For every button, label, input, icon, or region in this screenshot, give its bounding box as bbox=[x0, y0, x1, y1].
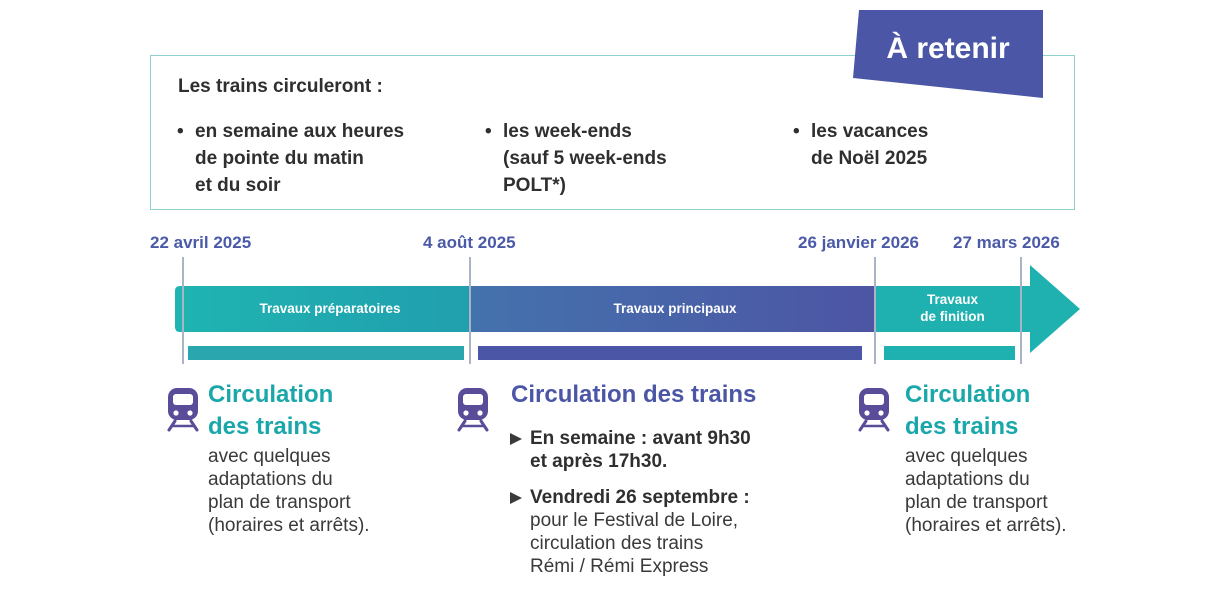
circulation-middle-item-2 bbox=[530, 486, 750, 578]
bullet-line: les vacances bbox=[811, 121, 929, 142]
arrow-bullet-icon bbox=[510, 492, 522, 504]
item-line: pour le Festival de Loire, bbox=[530, 510, 739, 531]
train-icon bbox=[166, 386, 200, 432]
bullet-line: de pointe du matin bbox=[195, 148, 364, 169]
bullet-line: et du soir bbox=[195, 175, 281, 196]
title-line: Circulation bbox=[208, 381, 334, 408]
bullet-dot: • bbox=[793, 121, 800, 142]
body-line: avec quelques bbox=[905, 446, 1028, 467]
bullet-line: POLT*) bbox=[503, 175, 566, 196]
body-line: avec quelques bbox=[208, 446, 331, 467]
body-line: (horaires et arrêts). bbox=[905, 515, 1067, 536]
item-line: En semaine : avant 9h30 bbox=[530, 428, 751, 449]
date-main-start: 4 août 2025 bbox=[423, 233, 516, 252]
body-line: (horaires et arrêts). bbox=[208, 515, 370, 536]
date-end: 27 mars 2026 bbox=[953, 233, 1060, 252]
bar-prep bbox=[188, 346, 464, 360]
train-icon bbox=[857, 386, 891, 432]
train-icon bbox=[456, 386, 490, 432]
phase-label-finition bbox=[880, 291, 1025, 325]
bar-main bbox=[478, 346, 862, 360]
body-line: plan de transport bbox=[905, 492, 1048, 513]
phase-label-line: Travaux bbox=[926, 292, 979, 307]
arrow-bullet-icon bbox=[510, 433, 522, 445]
phase-label-line: de finition bbox=[920, 309, 985, 324]
item-line: et après 17h30. bbox=[530, 451, 668, 472]
bullet-line: (sauf 5 week-ends bbox=[503, 148, 667, 169]
date-start: 22 avril 2025 bbox=[150, 233, 252, 252]
bullet-line: les week-ends bbox=[503, 121, 632, 142]
title-line: Circulation bbox=[905, 381, 1031, 408]
bullet-dot: • bbox=[177, 121, 184, 142]
body-line: plan de transport bbox=[208, 492, 351, 513]
date-finition-start: 26 janvier 2026 bbox=[798, 233, 919, 252]
item-line: circulation des trains bbox=[530, 533, 704, 554]
bullet-dot: • bbox=[485, 121, 492, 142]
circulation-middle-item-1 bbox=[530, 427, 751, 473]
body-line: adaptations du bbox=[208, 469, 333, 490]
phase-label-prep bbox=[190, 300, 470, 317]
phase-label-line: Travaux préparatoires bbox=[259, 301, 401, 316]
body-line: adaptations du bbox=[905, 469, 1030, 490]
item-heading: Vendredi 26 septembre : bbox=[530, 487, 750, 508]
retenir-lead: Les trains circuleront : bbox=[178, 76, 383, 97]
bullet-line: de Noël 2025 bbox=[811, 148, 928, 169]
circulation-left-title bbox=[208, 379, 333, 443]
title-line: des trains bbox=[208, 413, 322, 440]
retenir-title: À retenir bbox=[886, 32, 1010, 65]
circulation-middle-title: Circulation des trains bbox=[511, 381, 757, 408]
phase-label-main bbox=[475, 300, 875, 317]
circulation-left-body bbox=[208, 445, 370, 537]
title-line: des trains bbox=[905, 413, 1019, 440]
bar-finition bbox=[884, 346, 1015, 360]
phase-label-line: Travaux principaux bbox=[613, 301, 737, 316]
date-marker bbox=[182, 257, 184, 364]
bullet-line: en semaine aux heures bbox=[195, 121, 405, 142]
item-line: Rémi / Rémi Express bbox=[530, 556, 709, 577]
circulation-right-body bbox=[905, 445, 1067, 537]
circulation-right-title bbox=[905, 379, 1030, 443]
